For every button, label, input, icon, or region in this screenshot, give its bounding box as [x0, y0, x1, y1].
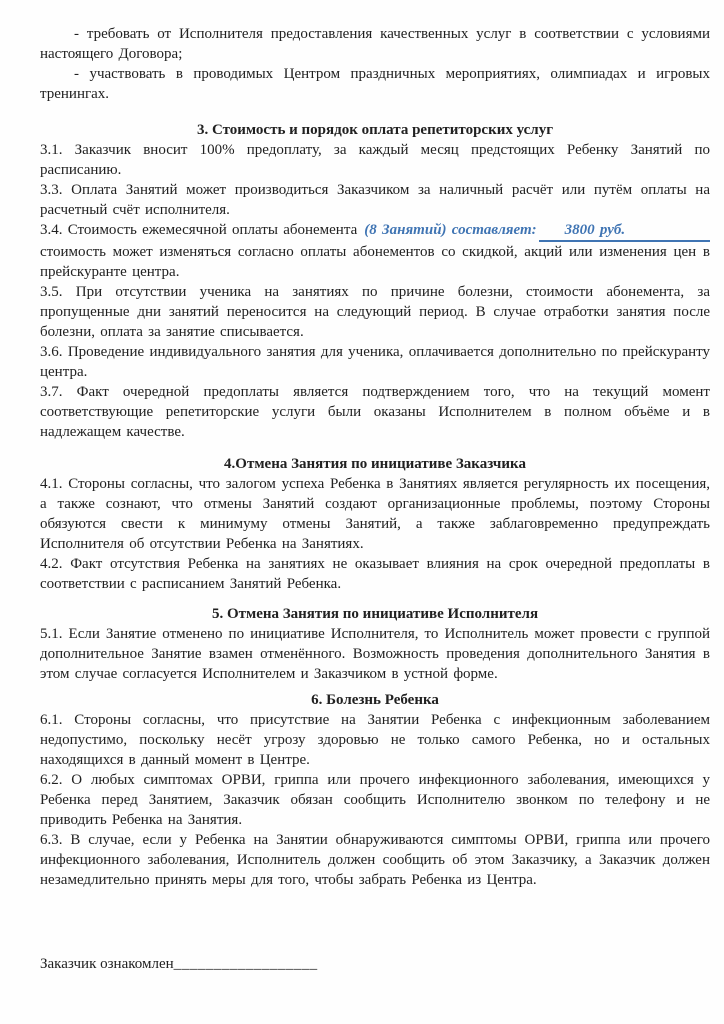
clause-3-6: 3.6. Проведение индивидуального занятия для ученика, оплачивается дополнительно по прейскуранту центра. [40, 344, 710, 380]
clause-4-2: 4.2. Факт отсутствия Ребенка на занятиях не оказывает влияния на срок очередной предоплаты в соответствии с расписанием Занятий Ребенка. [40, 556, 710, 592]
signature-label: Заказчик ознакомлен [40, 956, 174, 972]
clause-3-7: 3.7. Факт очередной предоплаты является подтверждением того, что на текущий момент соответствующие репетиторские услуги были оказаны Исполнителем в полном объёме и в надлежащем качестве. [40, 384, 710, 440]
section-5-heading: 5. Отмена Занятия по инициативе Исполнителя [211, 606, 539, 622]
clause-3-4-label: (8 Занятий) составляет: [364, 222, 537, 238]
section-4-heading: 4.Отмена Занятия по инициативе Заказчика [224, 456, 526, 472]
clause-3-1: 3.1. Заказчик вносит 100% предоплату, за каждый месяц предстоящих Ребенку Занятий по расписанию. [40, 142, 710, 178]
rights-clause-demand: - требовать от Исполнителя предоставления качественных услуг в соответствии с условиями настоящего Договора; [40, 26, 710, 62]
clause-3-3: 3.3. Оплата Занятий может производиться Заказчиком за наличный расчёт или путём оплаты на расчетный счёт исполнителя. [40, 182, 710, 218]
clause-3-4 [40, 220, 710, 242]
clause-3-4-prefix: 3.4. Стоимость ежемесячной оплаты абонемента [40, 222, 358, 238]
section-3-heading: 3. Стоимость и порядок оплата репетиторских услуг [196, 122, 554, 138]
clause-6-2: 6.2. О любых симптомах ОРВИ, гриппа или прочего инфекционного заболевания, имеющихся у Ребенка перед Занятием, Заказчик обязан сообщить Исполнителю звонком по телефону и не приводить Ребенка на Занятия. [40, 772, 710, 828]
clause-6-3: 6.3. В случае, если у Ребенка на Занятии обнаруживаются симптомы ОРВИ, гриппа или прочего инфекционного заболевания, Исполнитель должен сообщить об этом Заказчику, а Заказчик должен незамедлительно принять меры для того, чтобы забрать Ребенка из Центра. [40, 832, 710, 888]
clause-3-4-fill-line [539, 220, 710, 242]
clause-5-1: 5.1. Если Занятие отменено по инициативе Исполнителя, то Исполнитель может провести с группой дополнительное Занятие взамен отменённого. Возможность проведения дополнительного Занятия в этом случае согласуется Исполнителем и Заказчиком в устной форме. [40, 626, 710, 682]
signature-row [40, 954, 710, 974]
clause-3-5: 3.5. При отсутствии ученика на занятиях по причине болезни, стоимости абонемента, за пропущенные дни занятий переносится на следующий период. В случае отработки занятия после болезни, оплата за занятие списывается. [40, 284, 710, 340]
clause-6-1: 6.1. Стороны согласны, что присутствие на Занятии Ребенка с инфекционным заболеванием недопустимо, поскольку несёт угрозу здоровью не только самого Ребенка, но и остальных находящихся в данный момент в Центре. [40, 712, 710, 768]
clause-3-4-amount: 3800 руб. [564, 222, 626, 238]
rights-clause-participate: - участвовать в проводимых Центром праздничных мероприятиях, олимпиадах и игровых тренингах. [40, 66, 710, 102]
section-6-heading: 6. Болезнь Ребенка [311, 692, 439, 708]
clause-4-1: 4.1. Стороны согласны, что залогом успеха Ребенка в Занятиях является регулярность их посещения, а также сознают, что отмены Занятий создают организационные проблемы, поэтому Стороны обязуются свести к минимуму отмены Занятий, а также заблаговременно предупреждать Исполнителя об отсутствии Ребенка на Занятиях. [40, 476, 710, 552]
signature-blank-line: __________________ [173, 956, 318, 972]
clause-3-4-continuation: стоимость может изменяться согласно оплаты абонементов со скидкой, акций или изменения цен в прейскуранте центра. [40, 244, 710, 280]
